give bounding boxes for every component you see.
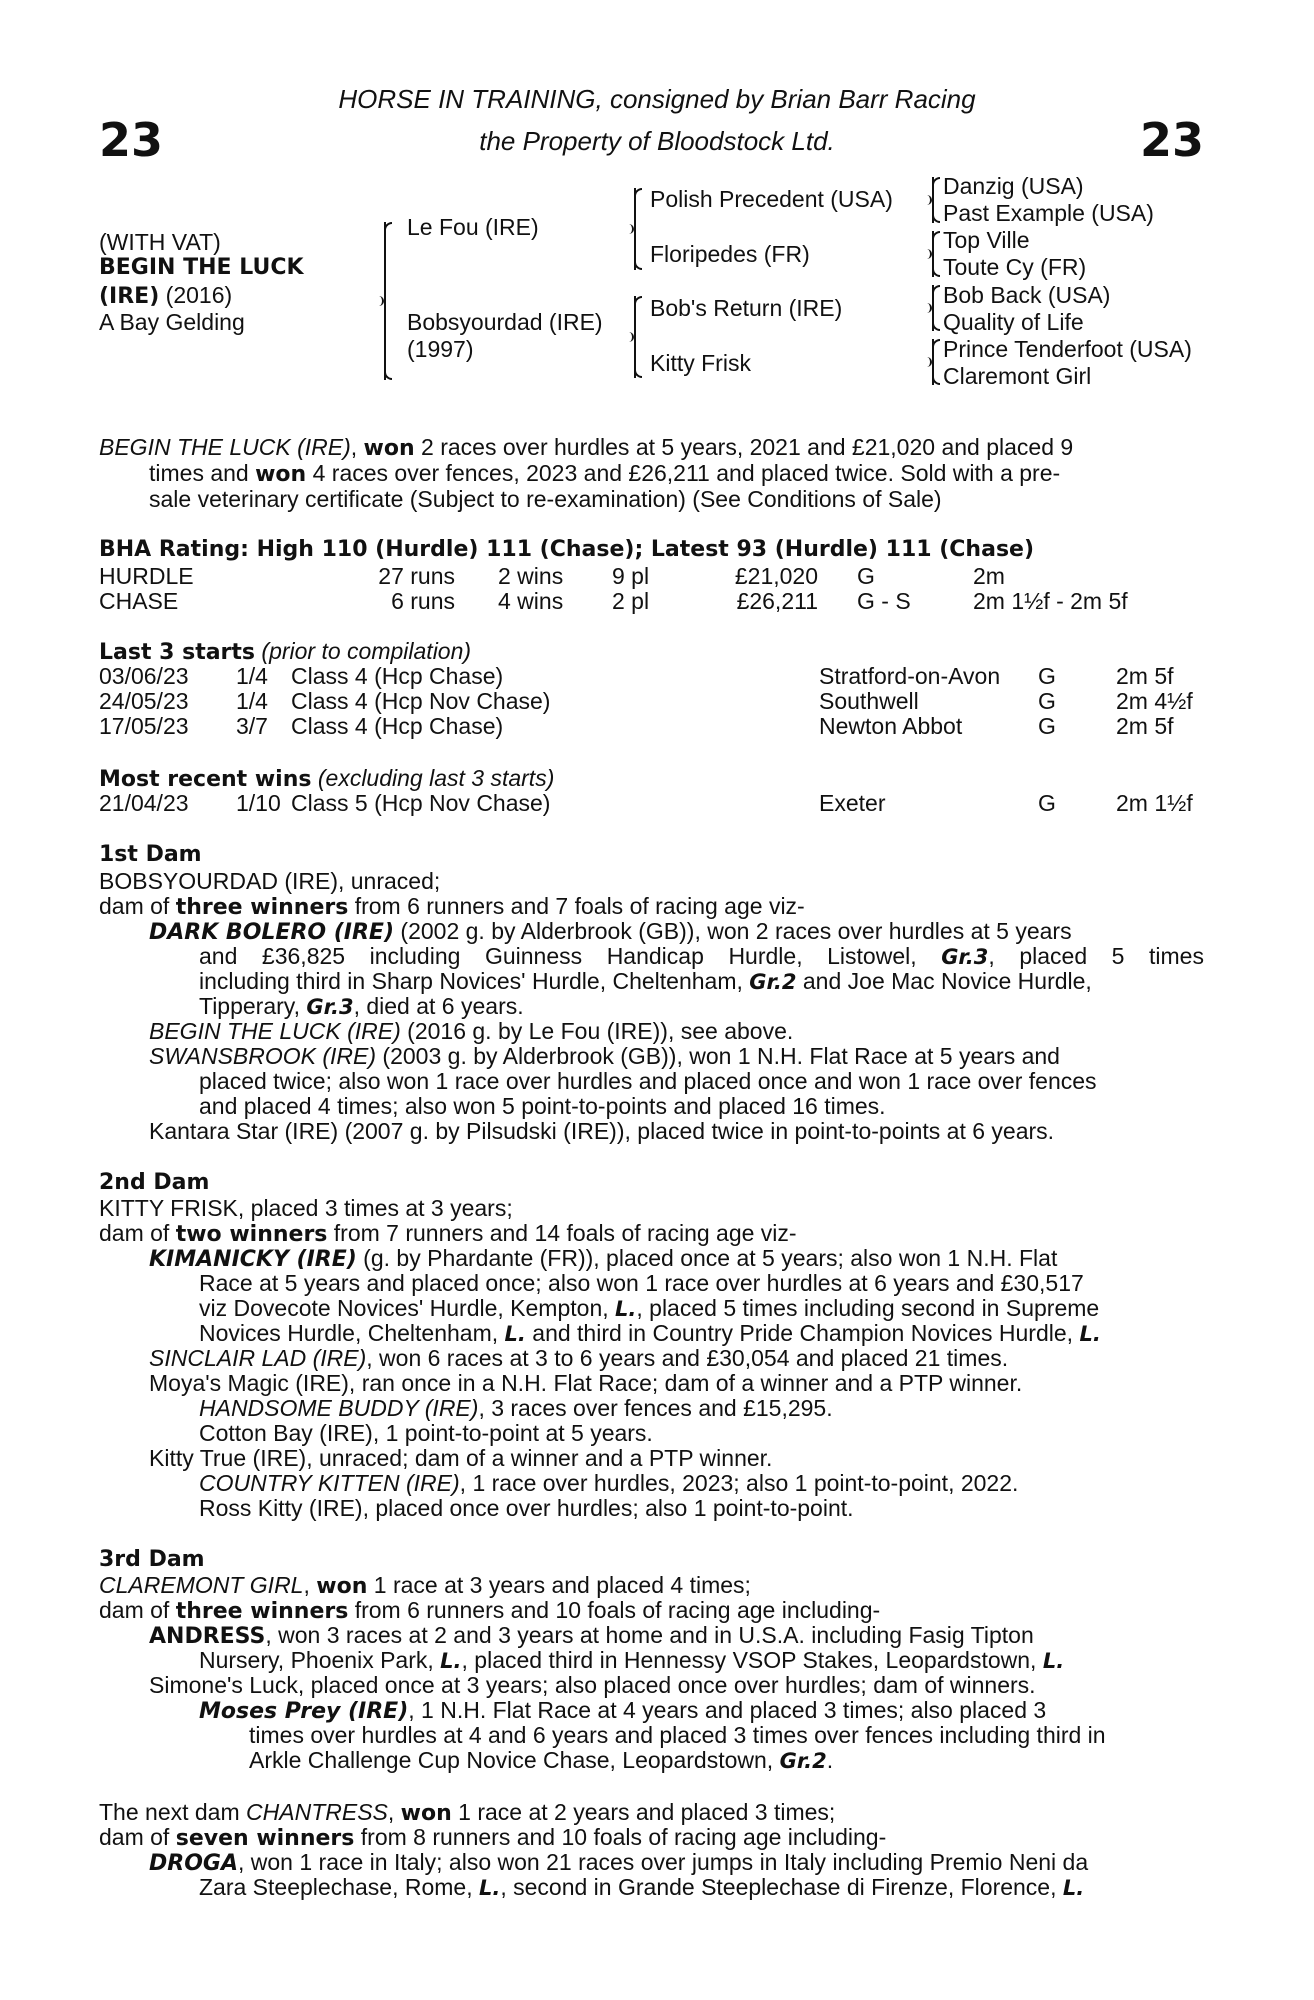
dam1-progeny-1-name: DARK BOLERO (IRE) bbox=[149, 920, 395, 945]
dam1-progeny-1-line4: Tipperary, Gr.3, died at 6 years. bbox=[199, 993, 524, 1019]
vat-label: (WITH VAT) bbox=[99, 229, 221, 255]
dam1-progeny-4: Kantara Star (IRE) (2007 g. by Pilsudski (IRE)), placed twice in point-to-points at 6 years. bbox=[149, 1118, 1055, 1144]
dam2-progeny-3a: HANDSOME BUDDY (IRE), 3 races over fences and £15,295. bbox=[199, 1395, 833, 1421]
dam3-line2: dam of three winners from 6 runners and 10 foals of racing age including- bbox=[99, 1597, 881, 1624]
pedigree-bracket-g4 bbox=[932, 339, 934, 385]
nextdam-line1: The next dam CHANTRESS, won 1 race at 2 years and placed 3 times; bbox=[99, 1799, 836, 1826]
race-course: Stratford-on-Avon bbox=[819, 663, 1001, 689]
summary-line-1: BEGIN THE LUCK (IRE), won 2 races over hurdles at 5 years, 2021 and £21,020 and placed 9 bbox=[99, 434, 1074, 461]
race-distance: 2m 4½f bbox=[1116, 688, 1193, 714]
race-going: G bbox=[1038, 688, 1056, 714]
race-position: 1/4 bbox=[236, 688, 268, 714]
dam1-progeny-1-line2: and £36,825 including Guinness Handicap Hurdle, Listowel, Gr.3, placed 5 times bbox=[199, 943, 1204, 969]
dam1-progeny-1-line3: including third in Sharp Novices' Hurdle, Cheltenham, Gr.2 and Joe Mac Novice Hurdle, bbox=[199, 968, 1092, 994]
dam2-line2: dam of two winners from 7 runners and 14 foals of racing age viz- bbox=[99, 1220, 797, 1247]
dam: Bobsyourdad (IRE) bbox=[407, 309, 603, 335]
race-position: 3/7 bbox=[236, 713, 268, 739]
dam3-heading: 3rd Dam bbox=[99, 1547, 205, 1572]
race-class: Class 4 (Hcp Chase) bbox=[291, 713, 504, 739]
rating-placed: 2 pl bbox=[612, 588, 650, 614]
race-date: 03/06/23 bbox=[99, 663, 189, 689]
rating-wins: 4 wins bbox=[498, 588, 564, 614]
dam2-progeny-1-line1: KIMANICKY (IRE) (g. by Phardante (FR)), placed once at 5 years; also won 1 N.H. Flat bbox=[149, 1245, 1058, 1272]
dam2-progeny-3: Moya's Magic (IRE), ran once in a N.H. Flat Race; dam of a winner and a PTP winner. bbox=[149, 1370, 1023, 1396]
dam2-progeny-3b: Cotton Bay (IRE), 1 point-to-point at 5 years. bbox=[199, 1420, 653, 1446]
pedigree-bracket-main bbox=[384, 222, 386, 380]
race-distance: 2m 5f bbox=[1116, 663, 1174, 689]
dam1-progeny-3-line3: and placed 4 times; also won 5 point-to-points and placed 16 times. bbox=[199, 1093, 886, 1119]
sire: Le Fou (IRE) bbox=[407, 214, 539, 240]
rating-type: HURDLE bbox=[99, 563, 194, 589]
dam3-progeny-1-line1: ANDRESS, won 3 races at 2 and 3 years at home and in U.S.A. including Fasig Tipton bbox=[149, 1622, 1034, 1649]
g3-quality-of-life: Quality of Life bbox=[943, 309, 1084, 335]
dam1-progeny-2: BEGIN THE LUCK (IRE) (2016 g. by Le Fou (IRE)), see above. bbox=[149, 1018, 794, 1044]
last3-heading-line: Last 3 starts (prior to compilation) bbox=[99, 638, 472, 665]
sire-sire: Polish Precedent (USA) bbox=[650, 186, 893, 212]
dam3-progeny-2a-line1: Moses Prey (IRE), 1 N.H. Flat Race at 4 years and placed 3 times; also placed 3 bbox=[199, 1697, 1047, 1724]
horse-suffix: (IRE) bbox=[99, 284, 160, 309]
lot-number-left: 23 bbox=[99, 113, 164, 167]
dam1-progeny-3-line1: SWANSBROOK (IRE) (2003 g. by Alderbrook (GB)), won 1 N.H. Flat Race at 5 years and bbox=[149, 1043, 1060, 1069]
race-date: 21/04/23 bbox=[99, 790, 189, 816]
race-position: 1/4 bbox=[236, 663, 268, 689]
pedigree-bracket-dam bbox=[634, 296, 636, 378]
rating-type: CHASE bbox=[99, 588, 179, 614]
dam2-progeny-1-line4: Novices Hurdle, Cheltenham, L. and third in Country Pride Champion Novices Hurdle, L. bbox=[199, 1320, 1101, 1346]
race-going: G bbox=[1038, 790, 1056, 816]
rating-distance: 2m bbox=[973, 563, 1005, 589]
rating-prize: £21,020 bbox=[734, 563, 818, 589]
dam2-line1: KITTY FRISK, placed 3 times at 3 years; bbox=[99, 1195, 513, 1221]
horse-description: A Bay Gelding bbox=[99, 309, 245, 335]
rating-distance: 2m 1½f - 2m 5f bbox=[973, 588, 1128, 614]
recent-heading-line: Most recent wins (excluding last 3 starts) bbox=[99, 765, 555, 792]
bha-rating-heading: BHA Rating: High 110 (Hurdle) 111 (Chase); Latest 93 (Hurdle) 111 (Chase) bbox=[99, 537, 1035, 562]
rating-runs: 27 runs bbox=[378, 563, 455, 589]
consignor-line: HORSE IN TRAINING, consigned by Brian Barr Racing bbox=[338, 84, 976, 114]
pedigree-bracket-sire bbox=[634, 188, 636, 270]
dam2-progeny-1-line2: Race at 5 years and placed once; also won 1 race over hurdles at 6 years and £30,517 bbox=[199, 1270, 1084, 1296]
summary-line-2: times and won 4 races over fences, 2023 and £26,211 and placed twice. Sold with a pre- bbox=[149, 460, 1061, 487]
g3-toute-cy: Toute Cy (FR) bbox=[943, 254, 1087, 280]
race-going: G bbox=[1038, 663, 1056, 689]
dam3-progeny-2a-line3: Arkle Challenge Cup Novice Chase, Leopardstown, Gr.2. bbox=[249, 1747, 834, 1773]
rating-prize: £26,211 bbox=[736, 588, 818, 614]
nextdam-progeny-1-line2: Zara Steeplechase, Rome, L., second in Grande Steeplechase di Firenze, Florence, L. bbox=[199, 1874, 1085, 1900]
dam3-progeny-2: Simone's Luck, placed once at 3 years; also placed once over hurdles; dam of winners. bbox=[149, 1672, 1036, 1698]
pedigree-bracket-g1 bbox=[932, 177, 934, 223]
dam-sire: Bob's Return (IRE) bbox=[650, 295, 843, 321]
dam1-line2: dam of three winners from 6 runners and 7 foals of racing age viz- bbox=[99, 893, 805, 920]
race-date: 24/05/23 bbox=[99, 688, 189, 714]
dam3-progeny-2a-line2: times over hurdles at 4 and 6 years and placed 3 times over fences including third in bbox=[249, 1722, 1106, 1748]
summary-line-3: sale veterinary certificate (Subject to re-examination) (See Conditions of Sale) bbox=[149, 486, 942, 512]
g3-claremont-girl: Claremont Girl bbox=[943, 363, 1092, 389]
race-date: 17/05/23 bbox=[99, 713, 189, 739]
dam-year: (1997) bbox=[407, 336, 474, 362]
race-distance: 2m 5f bbox=[1116, 713, 1174, 739]
dam1-line1: BOBSYOURDAD (IRE), unraced; bbox=[99, 868, 441, 894]
dam2-progeny-4: Kitty True (IRE), unraced; dam of a winner and a PTP winner. bbox=[149, 1445, 773, 1471]
horse-origin-year bbox=[99, 282, 232, 310]
horse-name: BEGIN THE LUCK bbox=[99, 255, 304, 280]
nextdam-progeny-1-line1: DROGA, won 1 race in Italy; also won 21 races over jumps in Italy including Premio Neni da bbox=[149, 1849, 1089, 1876]
horse-year: (2016) bbox=[159, 282, 233, 308]
rating-placed: 9 pl bbox=[612, 563, 650, 589]
dam-dam: Kitty Frisk bbox=[650, 350, 751, 376]
race-going: G bbox=[1038, 713, 1056, 739]
dam3-line1: CLAREMONT GIRL, won 1 race at 3 years and placed 4 times; bbox=[99, 1572, 751, 1599]
dam2-progeny-2: SINCLAIR LAD (IRE), won 6 races at 3 to 6 years and £30,054 and placed 21 times. bbox=[149, 1345, 1009, 1371]
nextdam-line2: dam of seven winners from 8 runners and 10 foals of racing age including- bbox=[99, 1824, 887, 1851]
race-position: 1/10 bbox=[236, 790, 281, 816]
g3-prince-tenderfoot: Prince Tenderfoot (USA) bbox=[943, 336, 1192, 362]
sire-dam: Floripedes (FR) bbox=[650, 241, 810, 267]
g3-top-ville: Top Ville bbox=[943, 227, 1030, 253]
g3-danzig: Danzig (USA) bbox=[943, 173, 1084, 199]
lot-number-right: 23 bbox=[1139, 113, 1204, 167]
race-course: Southwell bbox=[819, 688, 919, 714]
race-course: Newton Abbot bbox=[819, 713, 963, 739]
pedigree-bracket-g3 bbox=[932, 285, 934, 331]
race-class: Class 4 (Hcp Nov Chase) bbox=[291, 688, 551, 714]
rating-going: G - S bbox=[857, 588, 911, 614]
dam2-progeny-4a: COUNTRY KITTEN (IRE), 1 race over hurdles, 2023; also 1 point-to-point, 2022. bbox=[199, 1470, 1019, 1496]
dam2-progeny-4b: Ross Kitty (IRE), placed once over hurdles; also 1 point-to-point. bbox=[199, 1495, 854, 1521]
race-distance: 2m 1½f bbox=[1116, 790, 1193, 816]
dam1-progeny-3-line2: placed twice; also won 1 race over hurdles and placed once and won 1 race over fences bbox=[199, 1068, 1097, 1094]
dam2-heading: 2nd Dam bbox=[99, 1170, 210, 1195]
g3-bob-back: Bob Back (USA) bbox=[943, 282, 1111, 308]
summary-horse-name: BEGIN THE LUCK (IRE) bbox=[99, 434, 351, 460]
rating-going: G bbox=[857, 563, 875, 589]
property-line: the Property of Bloodstock Ltd. bbox=[479, 126, 835, 156]
rating-wins: 2 wins bbox=[498, 563, 564, 589]
race-class: Class 4 (Hcp Chase) bbox=[291, 663, 504, 689]
pedigree-bracket-g2 bbox=[932, 231, 934, 277]
g3-past-example: Past Example (USA) bbox=[943, 200, 1154, 226]
race-course: Exeter bbox=[819, 790, 886, 816]
rating-runs: 6 runs bbox=[391, 588, 455, 614]
dam1-heading: 1st Dam bbox=[99, 842, 202, 867]
dam2-progeny-1-line3: viz Dovecote Novices' Hurdle, Kempton, L., placed 5 times including second in Supreme bbox=[199, 1295, 1100, 1321]
dam3-progeny-1-line2: Nursery, Phoenix Park, L., placed third in Hennessy VSOP Stakes, Leopardstown, L. bbox=[199, 1647, 1065, 1673]
dam1-progeny-1-line1: DARK BOLERO (IRE) (2002 g. by Alderbrook (GB)), won 2 races over hurdles at 5 years bbox=[149, 918, 1072, 945]
race-class: Class 5 (Hcp Nov Chase) bbox=[291, 790, 551, 816]
